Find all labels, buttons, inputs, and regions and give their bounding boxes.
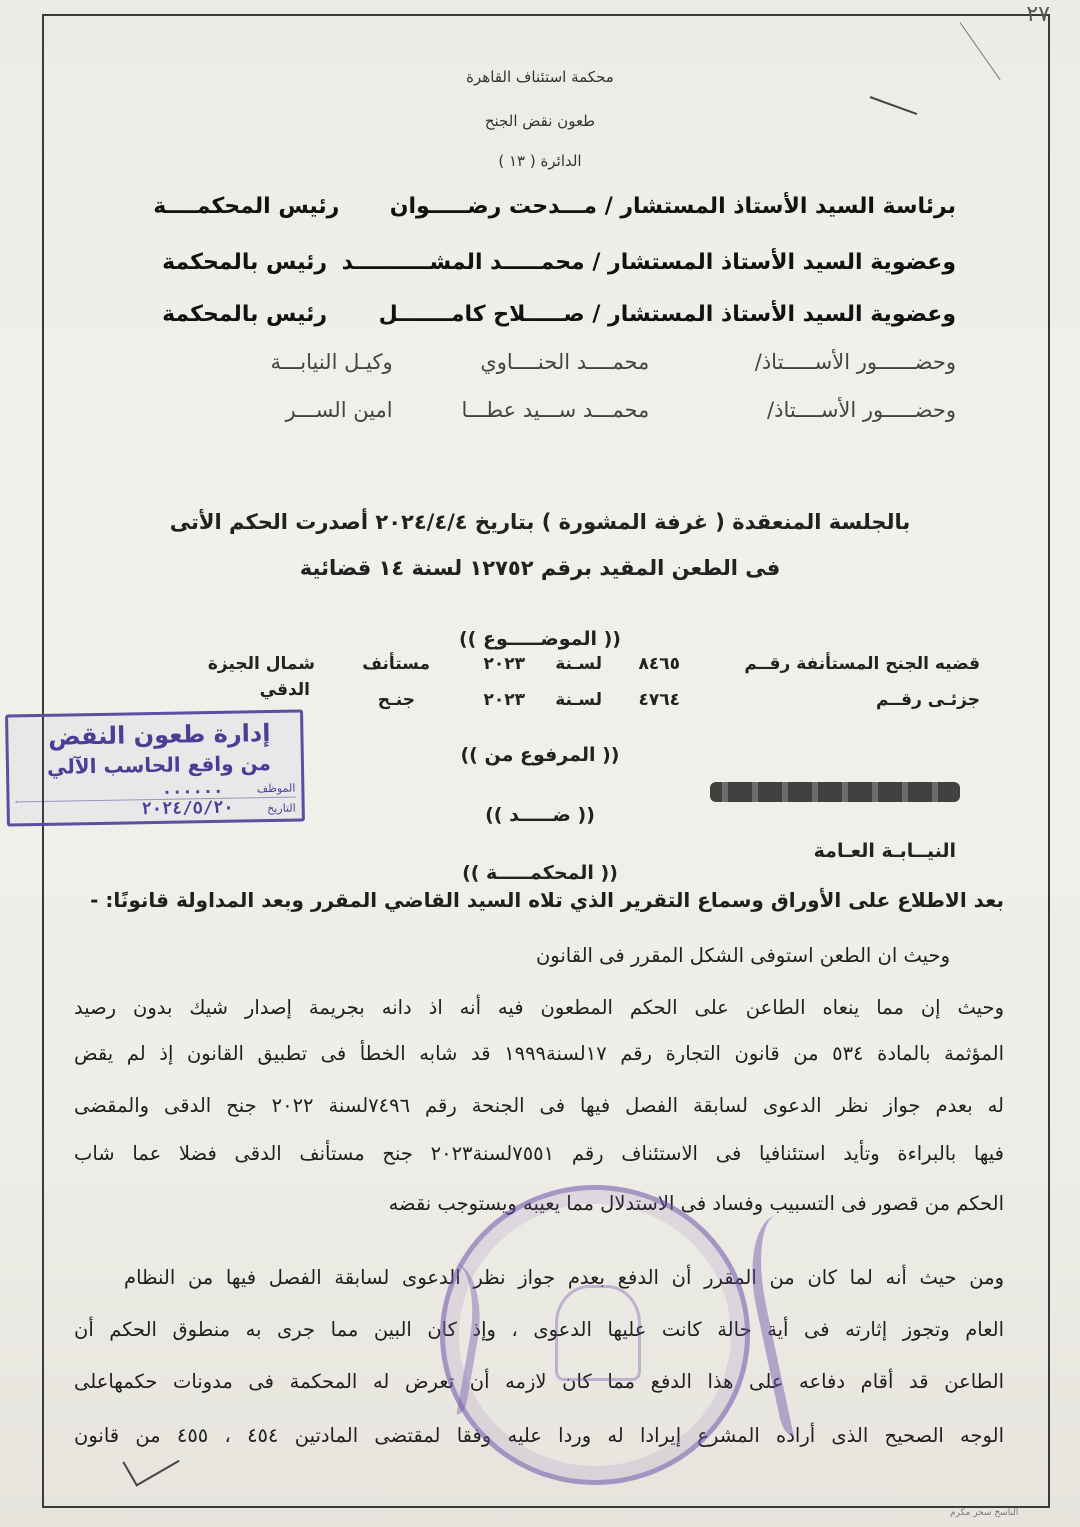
appeal-case-type: مستأنف (362, 654, 430, 674)
body-paragraph: له بعدم جواز نظر الدعوى لسابقة الفصل فيها فى الجنحة رقم ٧٤٩٦لسنة ٢٠٢٢ جنح الدقى والمقضى (74, 1094, 1004, 1117)
stamp-line: إدارة طعون النقض (47, 718, 271, 751)
registry-stamp (5, 709, 305, 826)
stamp-date (16, 797, 296, 822)
page-number: ٢٧ (1026, 2, 1050, 27)
stamp-line: من واقع الحاسب الآلي (46, 750, 272, 779)
typist-note: الناسخ سحر مكرم (950, 1508, 1019, 1518)
appeal-number-line: فى الطعن المقيد برقم ١٢٧٥٢ لسنة ١٤ قضائية (299, 556, 781, 580)
appeal-case-number: ٨٤٦٥ (638, 654, 680, 674)
panel-name: محمـــد ســـيد عطـــا (461, 398, 650, 422)
panel-role: وحضــــــور الأســـــتاذ/ (754, 350, 956, 374)
stamp-employee-value: ...... (161, 777, 224, 799)
body-paragraph: بعد الاطلاع على الأوراق وسماع التقرير الذي تلاه السيد القاضي المقرر وبعد المداولة قانونًا: - (90, 888, 1004, 912)
body-paragraph: ومن حيث أنه لما كان من المقرر أن الدفع بعدم جواز نظر الدعوى لسابقة الفصل فيها من النظام (124, 1266, 1004, 1289)
department-name: طعون نقض الجنح (484, 112, 596, 130)
partial-case-year-label: لسـنة (555, 690, 602, 710)
panel-title: امين الســـر (285, 398, 393, 422)
panel-name: مـــدحت رضـــــوان (389, 194, 598, 219)
panel-name: صـــــلاح كامـــــــل (378, 302, 585, 327)
panel-title: وكيـل النيابـــة (270, 350, 393, 374)
appellant-heading: (( المرفوع من )) (460, 744, 620, 766)
panel-role: وعضوية السيد الأستاذ المستشار / (592, 302, 956, 327)
body-paragraph: المؤثمة بالمادة ٥٣٤ من قانون التجارة رقم ١٧لسنة١٩٩٩ قد شابه الخطأ فى تطبيق القانون إذ لم يقض (74, 1042, 1004, 1065)
court-name: محكمة استئناف القاهرة (466, 68, 614, 86)
partial-case-year: ٢٠٢٣ (483, 690, 525, 710)
panel-row-president (153, 194, 956, 219)
redacted-appellant-name (710, 782, 960, 802)
partial-case-type: جنـح (377, 690, 415, 710)
appeal-case-court: شمال الجيزة (207, 654, 315, 674)
subject-heading: (( الموضـــــوع )) (459, 628, 621, 650)
panel-row-member (162, 302, 956, 327)
panel-title: رئيس بالمحكمة (162, 250, 327, 275)
body-paragraph: الطاعن قد أقام دفاعه على هذا الدفع مما كان لازمه أن تعرض له المحكمة فى مدونات حكمهاعلى (74, 1370, 1004, 1393)
against-heading: (( ضـــــد )) (485, 804, 595, 826)
panel-name: محمــــد الحنــــاوي (480, 350, 650, 374)
body-paragraph: وحيث إن مما ينعاه الطاعن على الحكم المطعون فيه أنه اذ دانه بجريمة إصدار شيك بدون رصيد (74, 996, 1004, 1019)
panel-role: وحضـــــور الأســــتاذ/ (767, 398, 956, 422)
court-seal (440, 1185, 750, 1485)
court-section-heading: (( المحكمـــــة )) (462, 862, 618, 884)
stamp-date-label: التاريخ (267, 801, 296, 816)
panel-name: محمـــــد المشــــــــــد (341, 250, 585, 275)
appeal-case-year: ٢٠٢٣ (483, 654, 525, 674)
body-paragraph: الحكم من قصور فى التسبيب وفساد فى الاستدلال مما يعيبه ويستوجب نقضه (388, 1192, 1004, 1215)
panel-role: برئاسة السيد الأستاذ المستشار / (604, 194, 956, 219)
panel-row-prosecutor (271, 350, 956, 374)
stamp-employee-label: الموظف (256, 781, 296, 796)
partial-case-number: ٤٧٦٤ (638, 690, 680, 710)
appeal-case-year-label: لسـنة (555, 654, 602, 674)
body-paragraph: فيها بالبراءة وتأيد استئنافيا فى الاستئناف رقم ٧٥٥١لسنة٢٠٢٣ جنح مستأنف الدقى فضلا عما شاب (74, 1142, 1004, 1165)
session-line: بالجلسة المنعقدة ( غرفة المشورة ) بتاريخ ٢٠٢٤/٤/٤ أصدرت الحكم الأتى (169, 510, 911, 534)
panel-title: رئيس المحكمــــة (153, 194, 340, 219)
appeal-case-label: قضيه الجنح المستأنفة رقــم (744, 654, 980, 674)
body-paragraph: الوجه الصحيح الذى أراده المشرع إيرادا له وردا عليه وفقا لمقتضى المادتين ٤٥٤ ، ٤٥٥ من قانون (74, 1424, 1004, 1447)
panel-row-secretary (286, 398, 956, 422)
panel-title: رئيس بالمحكمة (162, 302, 327, 327)
partial-case-label: جزئـى رقــم (875, 690, 980, 710)
panel-role: وعضوية السيد الأستاذ المستشار / (592, 250, 956, 275)
stamp-date-value: ٢٠٢٤/٥/٢٠ (141, 797, 234, 820)
partial-case-court: الدقي (259, 680, 310, 700)
body-paragraph: العام وتجوز إثارته فى أية حالة كانت عليها الدعوى ، وإذ كان البين مما جرى به منطوق الحكم أن (74, 1318, 1004, 1341)
circuit-number: الدائرة ( ١٣ ) (498, 152, 582, 170)
body-paragraph: وحيث ان الطعن استوفى الشكل المقرر فى القانون (535, 944, 950, 967)
respondent-name: النيــابـة العـامة (813, 840, 956, 862)
panel-row-member (162, 250, 956, 275)
